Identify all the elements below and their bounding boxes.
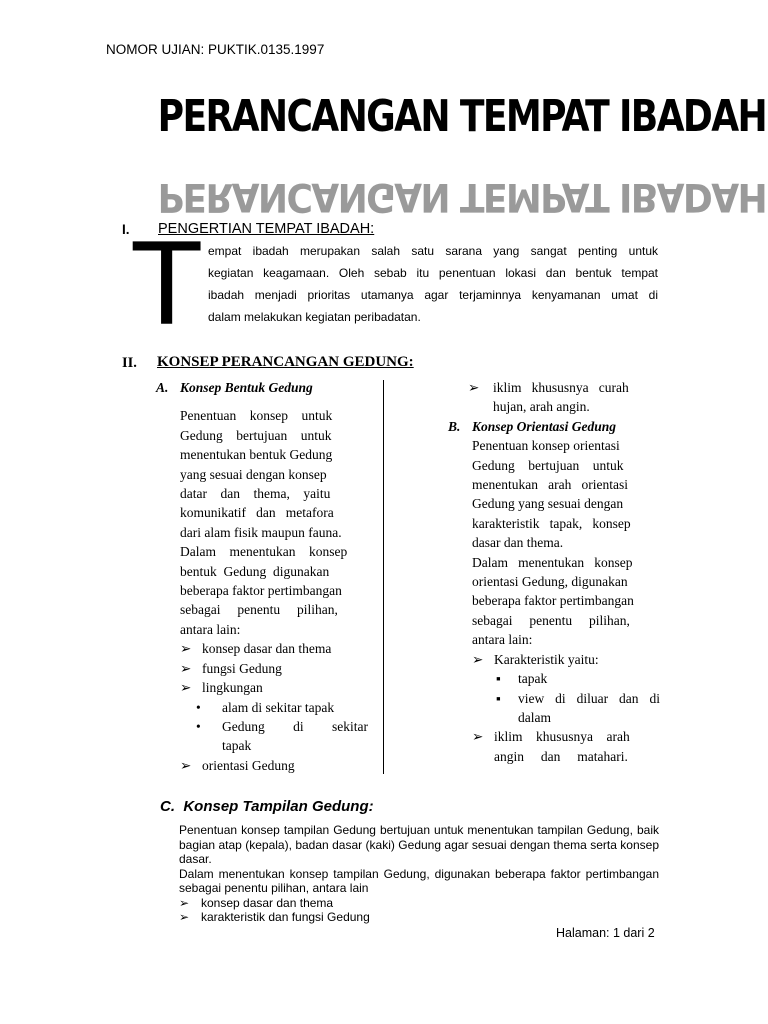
section-c-title: C. Konsep Tampilan Gedung:: [160, 798, 374, 815]
arrow-bullet-icon: ➢: [468, 380, 480, 395]
section-1-number: I.: [122, 222, 130, 237]
list-item-text: orientasi Gedung: [202, 757, 295, 773]
list-item: [468, 378, 660, 397]
page-title: PERANCANGAN TEMPAT IBADAH: [157, 91, 767, 142]
text-line: sebagai penentu pilihan,: [180, 602, 338, 618]
text-line: beberapa faktor pertimbangan: [472, 593, 634, 609]
text-line: karakteristik tapak, konsep: [472, 515, 631, 531]
section-1-title: PENGERTIAN TEMPAT IBADAH:: [158, 221, 375, 237]
square-bullet-icon: ▪: [496, 690, 501, 706]
title-block: [108, 82, 767, 220]
text-line: Penentuan konsep untuk: [180, 408, 333, 424]
text-line: Dalam menentukan konsep: [180, 544, 348, 560]
subsection-b-title: Konsep Orientasi Gedung: [472, 418, 617, 434]
subsection-a-paragraph-2: [180, 542, 368, 639]
list-item: [179, 896, 659, 911]
list-item-text: iklim khususnya curah: [493, 380, 629, 395]
list-item-text: iklim khususnya arah: [494, 729, 630, 745]
text-line: dasar dan thema.: [472, 535, 564, 551]
page-title-reflection: PERANCANGAN TEMPAT IBADAH: [157, 174, 767, 220]
text-line: menentukan arah orientasi: [472, 477, 628, 493]
sub-list-item-text: tapak: [518, 671, 548, 687]
section-1-line: empat ibadah merupakan salah satu sarana yang sangat penting untuk: [208, 244, 658, 258]
sub-list-item: [196, 717, 368, 756]
subsection-b-list: [472, 650, 660, 766]
text-line: Gedung bertujuan untuk: [180, 427, 332, 443]
text-line: bentuk Gedung digunakan: [180, 563, 330, 579]
text-line: sebagai penentu pilihan,: [472, 612, 630, 628]
list-item-text: lingkungan: [202, 680, 263, 696]
list-item: [180, 639, 368, 658]
section-2-title: KONSEP PERANCANGAN GEDUNG:: [157, 354, 414, 370]
subsection-b-paragraph-2: [472, 553, 660, 650]
text-line: datar dan thema, yaitu: [180, 486, 331, 502]
exam-number: NOMOR UJIAN: PUKTIK.0135.1997: [106, 42, 325, 57]
list-item: [180, 678, 368, 697]
subsection-a-heading: [156, 378, 368, 397]
list-item: [472, 650, 660, 669]
column-left: [156, 378, 368, 775]
arrow-bullet-icon: ➢: [180, 641, 192, 657]
drop-cap: T: [130, 216, 204, 350]
list-item: [179, 910, 659, 925]
arrow-bullet-icon: ➢: [472, 651, 484, 667]
dot-bullet-icon: •: [196, 718, 201, 734]
text-line: Gedung yang sesuai dengan: [472, 496, 624, 512]
text-line: antara lain:: [180, 621, 241, 637]
text-line: Dalam menentukan konsep: [472, 554, 633, 570]
subsection-b-paragraph-1: [472, 436, 660, 552]
subsection-a-list: [180, 639, 368, 775]
list-item-text: fungsi Gedung: [202, 660, 282, 676]
text-line: menentukan bentuk Gedung: [180, 447, 333, 463]
list-item-continuation: angin dan matahari.: [494, 748, 628, 764]
text-line: Gedung bertujuan untuk: [472, 457, 624, 473]
column-divider: [383, 380, 384, 774]
square-bullet-icon: ▪: [496, 671, 501, 687]
sub-list-item-text: view di diluar dan di: [518, 690, 660, 706]
subsection-b-letter: B.: [448, 418, 461, 434]
list-item-text: konsep dasar dan thema: [201, 895, 334, 910]
text-line: orientasi Gedung, digunakan: [472, 574, 628, 590]
list-item: [180, 756, 368, 775]
section-2-number: II.: [122, 355, 137, 371]
list-item-text: karakteristik dan fungsi Gedung: [201, 910, 370, 924]
section-1-line: kegiatan keagamaan. Oleh sebab itu penentuan lokasi dan bentuk tempat: [208, 266, 658, 280]
sub-list-item-text: Gedung di sekitar tapak: [222, 718, 368, 754]
text-line: komunikatif dan metafora: [180, 505, 334, 521]
sub-list-item-text: alam di sekitar tapak: [222, 699, 335, 715]
list-item-text: Karakteristik yaitu:: [494, 651, 599, 667]
text-line: Penentuan konsep orientasi: [472, 438, 620, 454]
text-line: dari alam fisik maupun fauna.: [180, 524, 342, 540]
subsection-a-title: Konsep Bentuk Gedung: [180, 380, 313, 395]
arrow-bullet-icon: ➢: [180, 757, 192, 773]
arrow-bullet-icon: ➢: [179, 895, 190, 910]
sub-list-item: [496, 669, 660, 688]
arrow-bullet-icon: ➢: [180, 680, 192, 696]
sub-list-item: [196, 698, 368, 717]
arrow-bullet-icon: ➢: [180, 660, 192, 676]
section-c-body: [179, 823, 659, 925]
section-1-body: [208, 240, 658, 328]
text-line: yang sesuai dengan konsep: [180, 466, 327, 482]
sub-list-item: [496, 689, 660, 708]
list-item: [180, 659, 368, 678]
list-item-continuation: hujan, arah angin.: [493, 399, 590, 415]
arrow-bullet-icon: ➢: [179, 910, 190, 924]
dot-bullet-icon: •: [196, 699, 201, 715]
section-1-line: ibadah menjadi prioritas utamanya agar terjaminnya kenyamanan umat di: [208, 288, 658, 302]
arrow-bullet-icon: ➢: [472, 729, 484, 745]
subsection-a-paragraph-1: [180, 406, 368, 542]
column-right: [448, 378, 660, 766]
section-c-paragraph-2: Dalam menentukan konsep tampilan Gedung, digunakan beberapa faktor pertimbangan sebagai penentu pilihan, antara lain: [179, 866, 659, 895]
text-line: beberapa faktor pertimbangan: [180, 583, 342, 599]
page-number: Halaman: 1 dari 2: [556, 926, 655, 940]
subsection-b-heading: [448, 417, 660, 436]
list-item: [472, 727, 660, 746]
section-1-line: dalam melakukan kegiatan peribadatan.: [208, 310, 421, 324]
list-item-text: konsep dasar dan thema: [202, 641, 332, 657]
subsection-a-letter: A.: [156, 380, 169, 395]
sub-list-item-continuation: dalam: [518, 709, 551, 725]
text-line: antara lain:: [472, 632, 533, 648]
section-c-paragraph-1: Penentuan konsep tampilan Gedung bertujuan untuk menentukan tampilan Gedung, baik bagian atap (kepala), badan dasar (kaki) Gedung agar sesuai dengan thema serta konsep dasar.: [179, 823, 659, 866]
